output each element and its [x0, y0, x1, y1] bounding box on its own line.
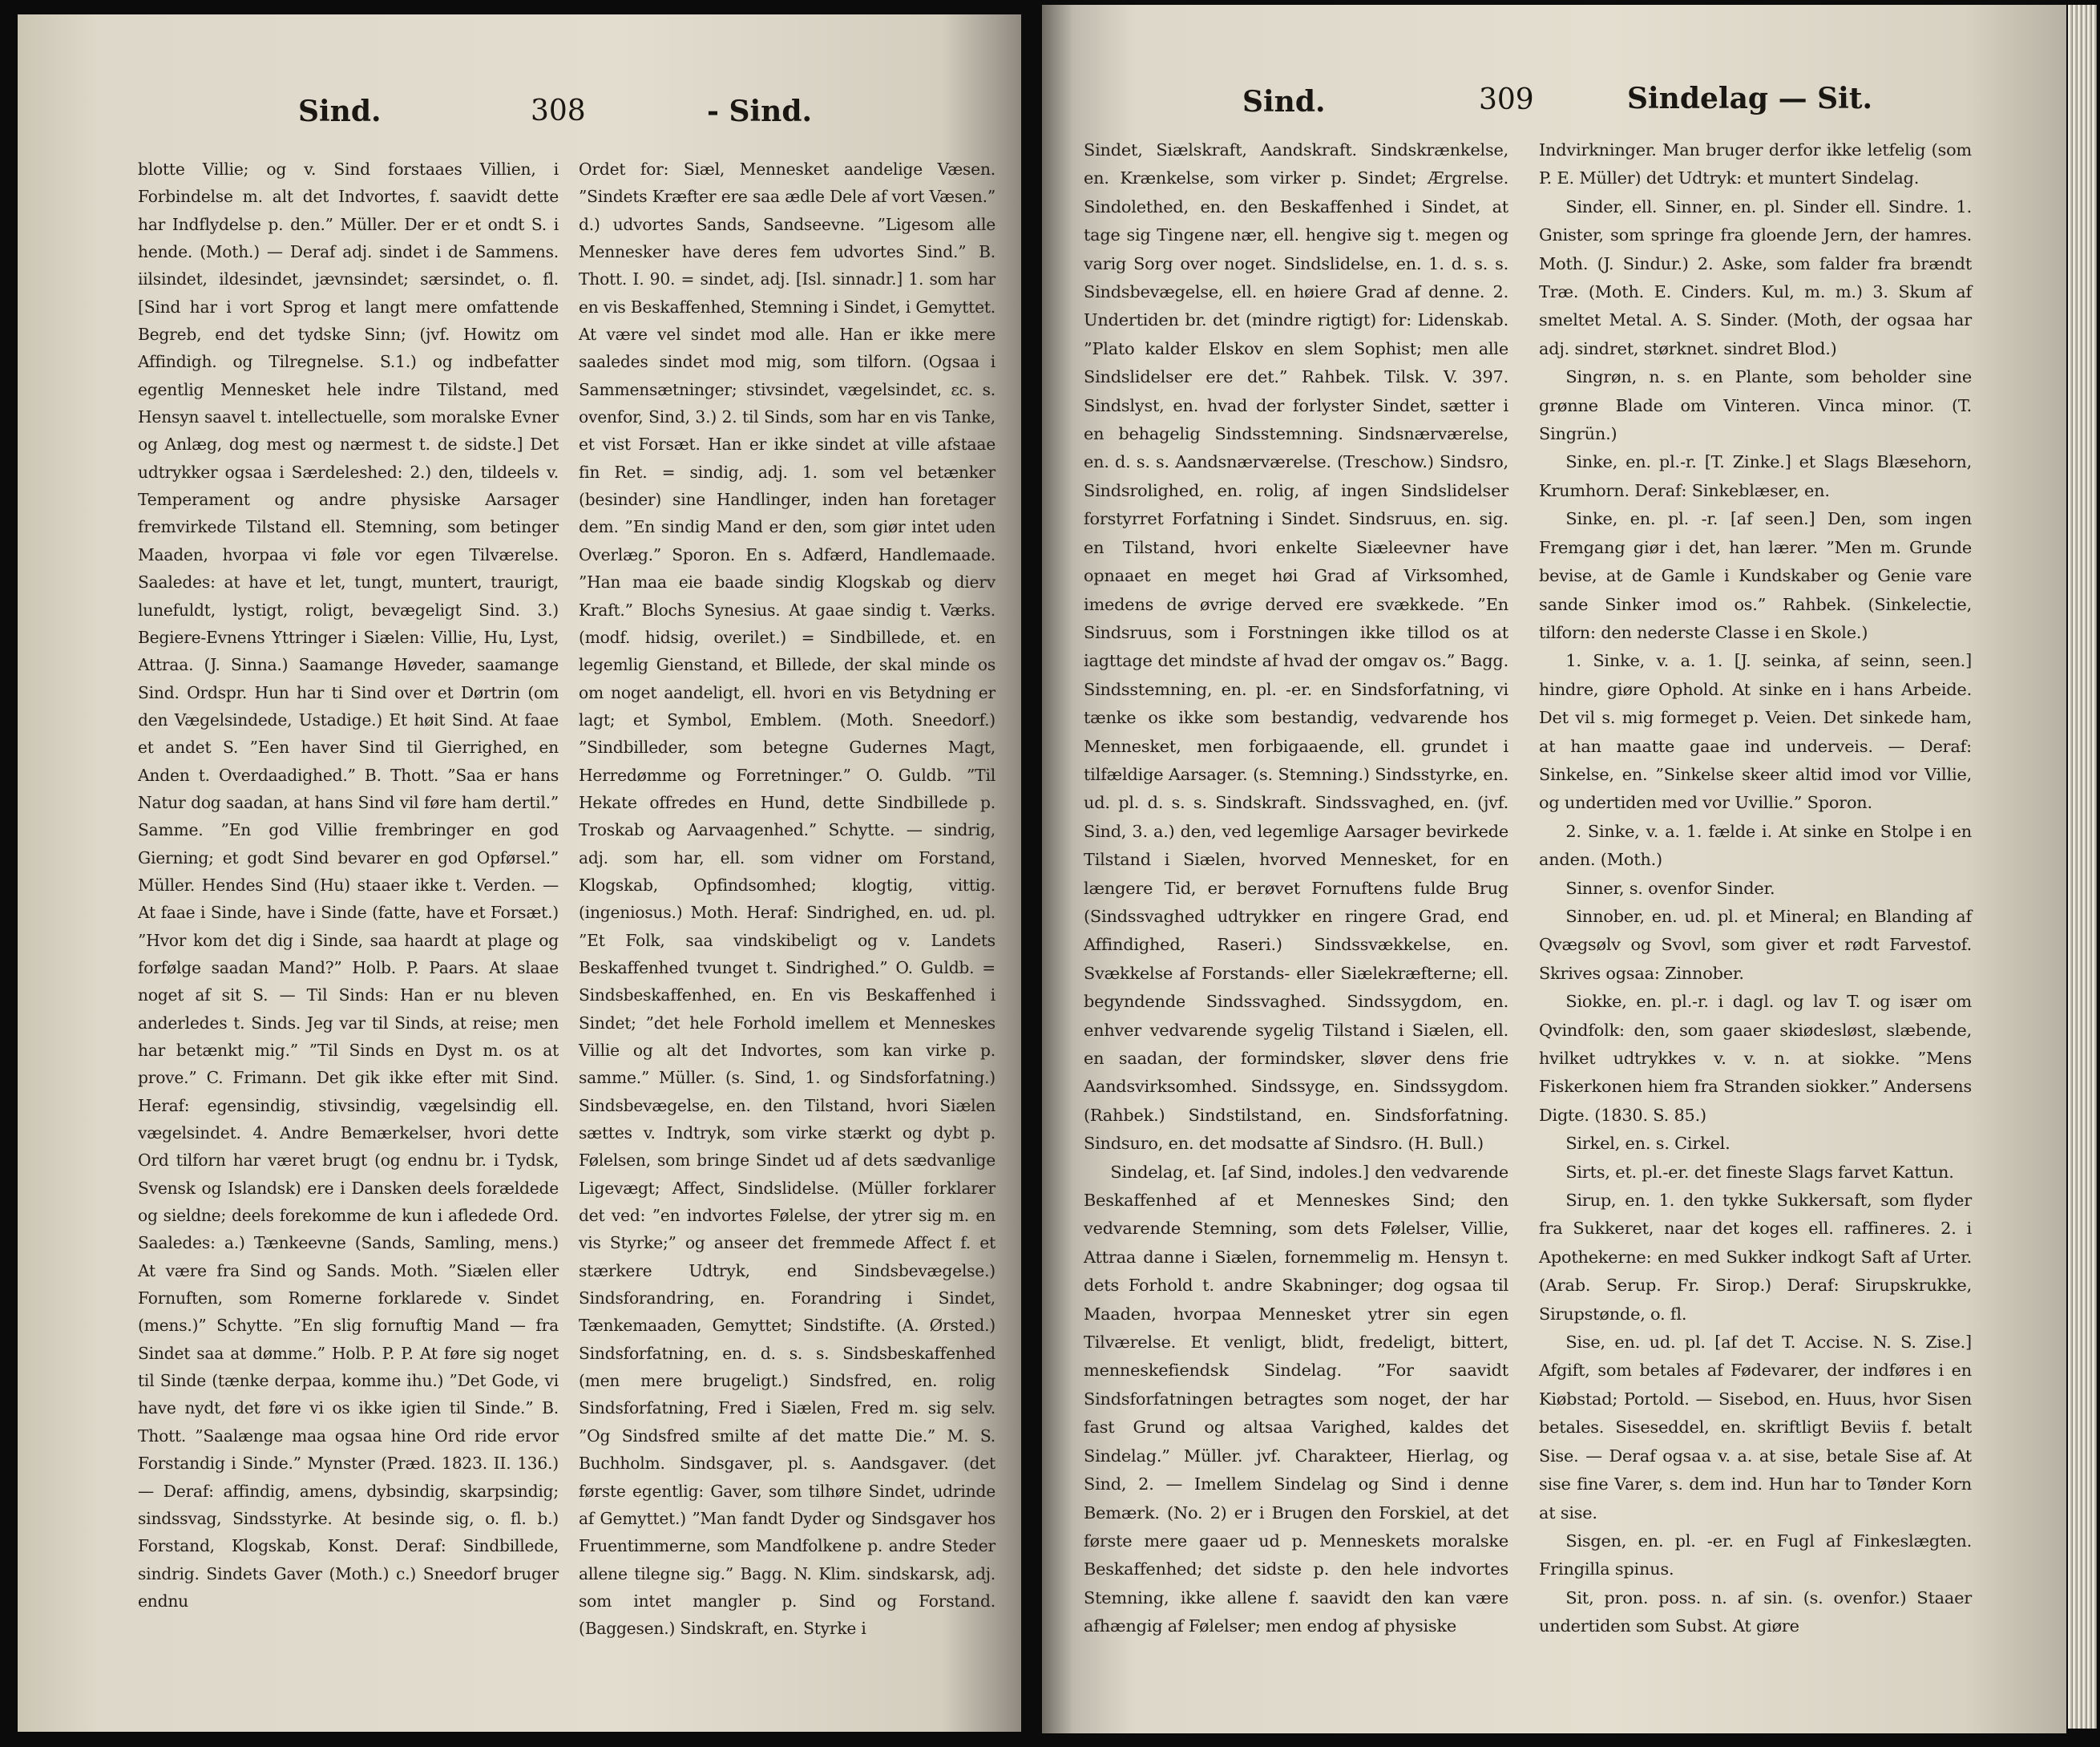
right-column-2: [1539, 136, 1972, 1676]
text-paragraph: Sise, en. ud. pl. [af det T. Accise. N. S. Zise.] Afgift, som betales af Fødevarer, der indføres i en Kiøbstad; Portold. — Sisebod, en. Huus, hvor Sisen betales. Siseseddel, en. skriftligt Beviis f. betalt Sise. — Deraf ogsaa v. a. at sise, betale Sise af. At sise fine Varer, s. dem ind. Hun har to Tønder Korn at sise.: [1539, 1332, 1972, 1523]
right-header-word-right: Sindelag — Sit.: [1627, 82, 1872, 115]
right-page: [1042, 5, 2066, 1733]
text-paragraph: Indvirkninger. Man bruger derfor ikke letfelig (som P. E. Müller) det Udtryk: et muntert Sindelag.: [1539, 140, 1972, 188]
text-paragraph: Sindelag, et. [af Sind, indoles.] den vedvarende Beskaffenhed af et Menneskes Sind; den vedvarende Stemning, som dets Følelser, Villie, Attraa danne i Siælen, fornemmelig m. Hensyn t. dets Forhold t. andre Skabninger; dog ogsaa til Maaden, hvorpaa Mennesket ytrer sin egen Tilværelse. Et venligt, blidt, fredeligt, bittert, menneskefiendsk Sindelag. ”For saavidt Sindsforfatningen betragtes som noget, der har fast Grund og altsaa Varighed, kaldes det Sindelag.” Müller. jvf. Charakteer, Hierlag, og Sind, 2. — Imellem Sindelag og Sind i denne Bemærk. (No. 2) er i Brugen den Forskiel, at det første mere gaaer ud p. Menneskets moralske Beskaffenhed; det sidste p. den hele indvortes Stemning, ikke allene f. saavidt den kan være afhængig af Følelser; men endog af physiske: [1084, 1162, 1508, 1636]
text-paragraph: Singrøn, n. s. en Plante, som beholder sine grønne Blade om Vinteren. Vinca minor. (T. Singrün.): [1539, 367, 1972, 444]
right-page-number: 309: [1479, 83, 1534, 116]
text-paragraph: 2. Sinke, v. a. 1. fælde i. At sinke en Stolpe i en anden. (Moth.): [1539, 821, 1972, 870]
text-paragraph: Sindet, Siælskraft, Aandskraft. Sindskrænkelse, en. Krænkelse, som virker p. Sindet; Ærgrelse. Sindolethed, en. den Beskaffenhed i Sindet, at tage sig Tingene nær, ell. hengive sig t. megen og varig Sorg over noget. Sindslidelse, en. 1. d. s. s. Sindsbevægelse, ell. en høiere Grad af denne. 2. Undertiden br. det (mindre rigtigt) for: Lidenskab. ”Plato kalder Elskov en slem Sophist; men alle Sindslidelser ere det.” Rahbek. Tilsk. V. 397. Sindslyst, en. hvad der forlyster Sindet, sætter i en behagelig Sindsstemning. Sindsnærværelse, en. d. s. s. Aandsnærværelse. (Treschow.) Sindsro, Sindsrolighed, en. rolig, af ingen Sindslidelser forstyrret Forfatning i Sindet. Sindsruus, en. sig. en Tilstand, hvori enkelte Siæleevner have opnaaet en meget høi Grad af Virksomhed, imedens de øvrige derved ere svækkede. ”En Sindsruus, som i Forstningen ikke tillod os at iagttage det mindste af hvad der omgav os.” Bagg. Sindsstemning, en. pl. -er. en Sindsforfatning, vi tænke os ikke som bestandig, vedvarende hos Mennesket, men forbigaaende, ell. grundet i tilfældige Aarsager. (s. Stemning.) Sindsstyrke, en. ud. pl. d. s. s. Sindskraft. Sindssvaghed, en. (jvf. Sind, 3. a.) den, ved legemlige Aarsager bevirkede Tilstand i Siælen, hvorved Mennesket, for en længere Tid, er berøvet Fornuftens fulde Brug (Sindssvaghed udtrykker en ringere Grad, end Affindighed, Raseri.) Sindssvækkelse, en. Svækkelse af Forstands- eller Siælekræfterne; ell. begyndende Sindssvaghed. Sindssygdom, en. enhver vedvarende sygelig Tilstand i Siælen, ell. en saadan, der formindsker, sløver dens frie Aandsvirksomhed. Sindssyge, en. Sindssygdom. (Rahbek.) Sindstilstand, en. Sindsforfatning. Sindsuro, en. det modsatte af Sindsro. (H. Bull.): [1084, 140, 1508, 1154]
text-paragraph: Sirup, en. 1. den tykke Sukkersaft, som flyder fra Sukkeret, naar det koges ell. raffineres. 2. i Apothekerne: en med Sukker indkogt Saft af Urter. (Arab. Serup. Fr. Sirop.) Deraf: Sirupskrukke, Sirupstønde, o. fl.: [1539, 1191, 1972, 1324]
text-paragraph: Sinke, en. pl. -r. [af seen.] Den, som ingen Fremgang giør i det, han lærer. ”Men m. Grunde bevise, at de Gamle i Kundskaber og Genie vare sande Sinker imod os.” Rahbek. (Sinkelectie, tilforn: den nederste Classe i en Skole.): [1539, 509, 1972, 642]
text-paragraph: Sisgen, en. pl. -er. en Fugl af Finkeslægten. Fringilla spinus.: [1539, 1531, 1972, 1579]
right-header-word: Sind.: [1242, 85, 1326, 119]
left-column-2: [579, 156, 995, 1655]
book-page-edges: [2068, 5, 2097, 1729]
left-column-1: [138, 156, 559, 1655]
text-paragraph: Sirkel, en. s. Cirkel.: [1565, 1134, 1730, 1154]
text-paragraph: Sirts, et. pl.-er. det fineste Slags farvet Kattun.: [1565, 1162, 1954, 1182]
text-paragraph: Sinke, en. pl.-r. [T. Zinke.] et Slags Blæsehorn, Krumhorn. Deraf: Sinkeblæser, en.: [1539, 452, 1972, 500]
text-paragraph: Sinnober, en. ud. pl. et Mineral; en Blanding af Qvægsølv og Svovl, som giver et rødt Farvestof. Skrives ogsaa: Zinnober.: [1539, 906, 1972, 983]
left-page: [18, 14, 1021, 1732]
text-paragraph: Sinner, s. ovenfor Sinder.: [1565, 878, 1775, 898]
text-paragraph: Sit, pron. poss. n. af sin. (s. ovenfor.) Staaer undertiden som Subst. At giøre: [1539, 1587, 1972, 1636]
text-paragraph: Siokke, en. pl.-r. i dagl. og lav T. og især om Qvindfolk: den, som gaaer skiødesløst, slæbende, hvilket udtrykkes v. v. n. at siokke. ”Mens Fiskerkonen hiem fra Stranden siokker.” Andersens Digte. (1830. S. 85.): [1539, 992, 1972, 1125]
text-paragraph: Ordet for: Siæl, Mennesket aandelige Væsen. ”Sindets Kræfter ere saa ædle Dele af vort Væsen.” d.) udvortes Sands, Sandseevne. ”Ligesom alle Mennesker have deres fem udvortes Sind.” B. Thott. I. 90. = sindet, adj. [Isl. sinnadr.] 1. som har en vis Beskaffenhed, Stemning i Sindet, i Gemyttet. At være vel sindet mod alle. Han er ikke mere saaledes sindet mod mig, som tilforn. (Ogsaa i Sammensætninger; stivsindet, vægelsindet, ɛc. s. ovenfor, Sind, 3.) 2. til Sinds, som har en vis Tanke, et vist Forsæt. Han er ikke sindet at ville afstaae fin Ret. = sindig, adj. 1. som vel betænker (besinder) sine Handlinger, inden han foretager dem. ”En sindig Mand er den, som giør intet uden Overlæg.” Sporon. En s. Adfærd, Handlemaade. ”Han maa eie baade sindig Klogskab og dierv Kraft.” Blochs Synesius. At gaae sindig t. Værks. (modf. hidsig, overilet.) = Sindbillede, et. en legemlig Gienstand, et Billede, der skal minde os om noget aandeligt, ell. hvori en vis Betydning er lagt; et Symbol, Emblem. (Moth. Sneedorf.) ”Sindbilleder, som betegne Gudernes Magt, Herredømme og Forretninger.” O. Guldb. ”Til Hekate offredes en Hund, dette Sindbillede p. Troskab og Aarvaagenhed.” Schytte. — sindrig, adj. som har, ell. som vidner om Forstand, Klogskab, Opfindsomhed; klogtig, vittig. (ingeniosus.) Moth. Heraf: Sindrighed, en. ud. pl. ”Et Folk, saa vindskibeligt og v. Landets Beskaffenhed tvunget t. Sindrighed.” O. Guldb. = Sindsbeskaffenhed, en. En vis Beskaffenhed i Sindet; ”det hele Forhold imellem et Menneskes Villie og alt det Indvortes, som kan virke p. samme.” Müller. (s. Sind, 1. og Sindsforfatning.) Sindsbevægelse, en. den Tilstand, hvori Siælen sættes v. Indtryk, som virke stærkt og dybt p. Følelsen, som bringe Sindet ud af dets sædvanlige Ligevægt; Affect, Sindslidelse. (Müller forklarer det ved: ”en indvortes Følelse, der ytrer sig m. en vis Styrke;” og anseer det fremmede Affect f. et stærkere Udtryk, end Sindsbevægelse.) Sindsforandring, en. Forandring i Sindet, Tænkemaaden, Gemyttet; Sindstifte. (A. Ørsted.) Sindsforfatning, en. d. s. s. Sindsbeskaffenhed (men mere brugeligt.) Sindsfred, en. rolig Sindsforfatning, Fred i Siælen, Fred m. sig selv. ”Og Sindsfred smilte af det matte Die.” M. S. Buchholm. Sindsgaver, pl. s. Aandsgaver. (det første egentlig: Gaver, som tilhøre Sindet, udrinde af Gemyttet.) ”Man fandt Dyder og Sindsgaver hos Fruentimmerne, som Mandfolkene p. andre Steder allene tilegne sig.” Bagg. N. Klim. sindskarsk, adj. som intet mangler p. Sind og Forstand. (Baggesen.) Sindskraft, en. Styrke i: [579, 160, 995, 1639]
right-column-1: [1084, 136, 1508, 1676]
text-paragraph: blotte Villie; og v. Sind forstaaes Villien, i Forbindelse m. alt det Indvortes, f. saavidt dette har Indflydelse p. den.” Müller. Der er et ondt S. i hende. (Moth.) — Deraf adj. sindet i de Sammens. iilsindet, ildesindet, jævnsindet; særsindet, o. fl. [Sind har i vort Sprog et langt mere omfattende Begreb, end det tydske Sinn; (jvf. Howitz om Affindigh. og Tilregnelse. S.1.) og indbefatter egentlig Mennesket hele indre Tilstand, med Hensyn saavel t. intellectuelle, som moralske Evner og Anlæg, dog mest og nærmest t. de sidste.] Det udtrykker ogsaa i Særdeleshed: 2.) den, tildeels v. Temperament og andre physiske Aarsager fremvirkede Tilstand ell. Stemning, som betinger Maaden, hvorpaa vi føle vor egen Tilværelse. Saaledes: at have et let, tungt, muntert, traurigt, lunefuldt, lystigt, roligt, bevægeligt Sind. 3.) Begiere-Evnens Yttringer i Siælen: Villie, Hu, Lyst, Attraa. (J. Sinna.) Saamange Høveder, saamange Sind. Ordspr. Hun har ti Sind over et Dørtrin (om den Vægelsindede, Ustadige.) Et høit Sind. At faae et andet S. ”Een haver Sind til Gierrighed, en Anden t. Overdaadighed.” B. Thott. ”Saa er hans Natur dog saadan, at hans Sind vil føre ham dertil.” Samme. ”En god Villie frembringer en god Gierning; et godt Sind bevarer en god Opførsel.” Müller. Hendes Sind (Hu) staaer ikke t. Verden. — At faae i Sinde, have i Sinde (fatte, have et Forsæt.) ”Hvor kom det dig i Sinde, saa haardt at plage og forfølge saadan Mand?” Holb. P. Paars. At slaae noget af sit S. — Til Sinds: Han er nu bleven anderledes t. Sinds. Jeg var til Sinds, at reise; men har betænkt mig.” ”Til Sinds en Dyst m. os at prove.” C. Frimann. Det gik ikke efter mit Sind. Heraf: egensindig, stivsindig, vægelsindig ell. vægelsindet. 4. Andre Bemærkelser, hvori dette Ord tilforn har været brugt (og endnu br. i Tydsk, Svensk og Islandsk) ere i Dansken deels forældede og sieldne; deels forekomme de kun i afledede Ord. Saaledes: a.) Tænkeevne (Sands, Samling, mens.) At være fra Sind og Sands. Moth. ”Siælen eller Fornuften, som Romerne forklarede v. Sindet (mens.)” Schytte. ”En slig fornuftig Mand — fra Sindet saa at dømme.” Holb. P. P. At føre sig noget til Sinde (tænke derpaa, komme ihu.) ”Det Gode, vi have nydt, det føre vi os ikke igien til Sinde.” B. Thott. ”Saalænge maa ogsaa hine Ord ride ervor Forstandig i Sinde.” Mynster (Præd. 1823. II. 136.) — Deraf: affindig, amens, dybsindig, skarpsindig; sindssvag, Sindsstyrke. At besinde sig, o. fl. b.) Forstand, Klogskab, Konst. Deraf: Sindbillede, sindrig. Sindets Gaver (Moth.) c.) Sneedorf bruger endnu: [138, 160, 559, 1611]
left-header-word: Sind.: [298, 95, 382, 128]
left-page-number: 308: [531, 95, 586, 127]
text-paragraph: Sinder, ell. Sinner, en. pl. Sinder ell. Sindre. 1. Gnister, som springe fra gloende Jern, der hamres. Moth. (J. Sindur.) 2. Aske, som falder fra brændt Træ. (Moth. E. Cinders. Kul, m. m.) 3. Skum af smeltet Metal. A. S. Sinder. (Moth, der ogsaa har adj. sindret, størknet. sindret Blod.): [1539, 196, 1972, 358]
left-header-word-right: - Sind.: [707, 95, 813, 128]
text-paragraph: 1. Sinke, v. a. 1. [J. seinka, af seinn, seen.] hindre, giøre Ophold. At sinke en i hans Arbeide. Det vil s. mig formeget p. Veien. Det sinkede ham, at han maatte gaae ind underveis. — Deraf: Sinkelse, en. ”Sinkelse skeer altid imod vor Villie, og undertiden med vor Uvillie.” Sporon.: [1539, 651, 1972, 813]
